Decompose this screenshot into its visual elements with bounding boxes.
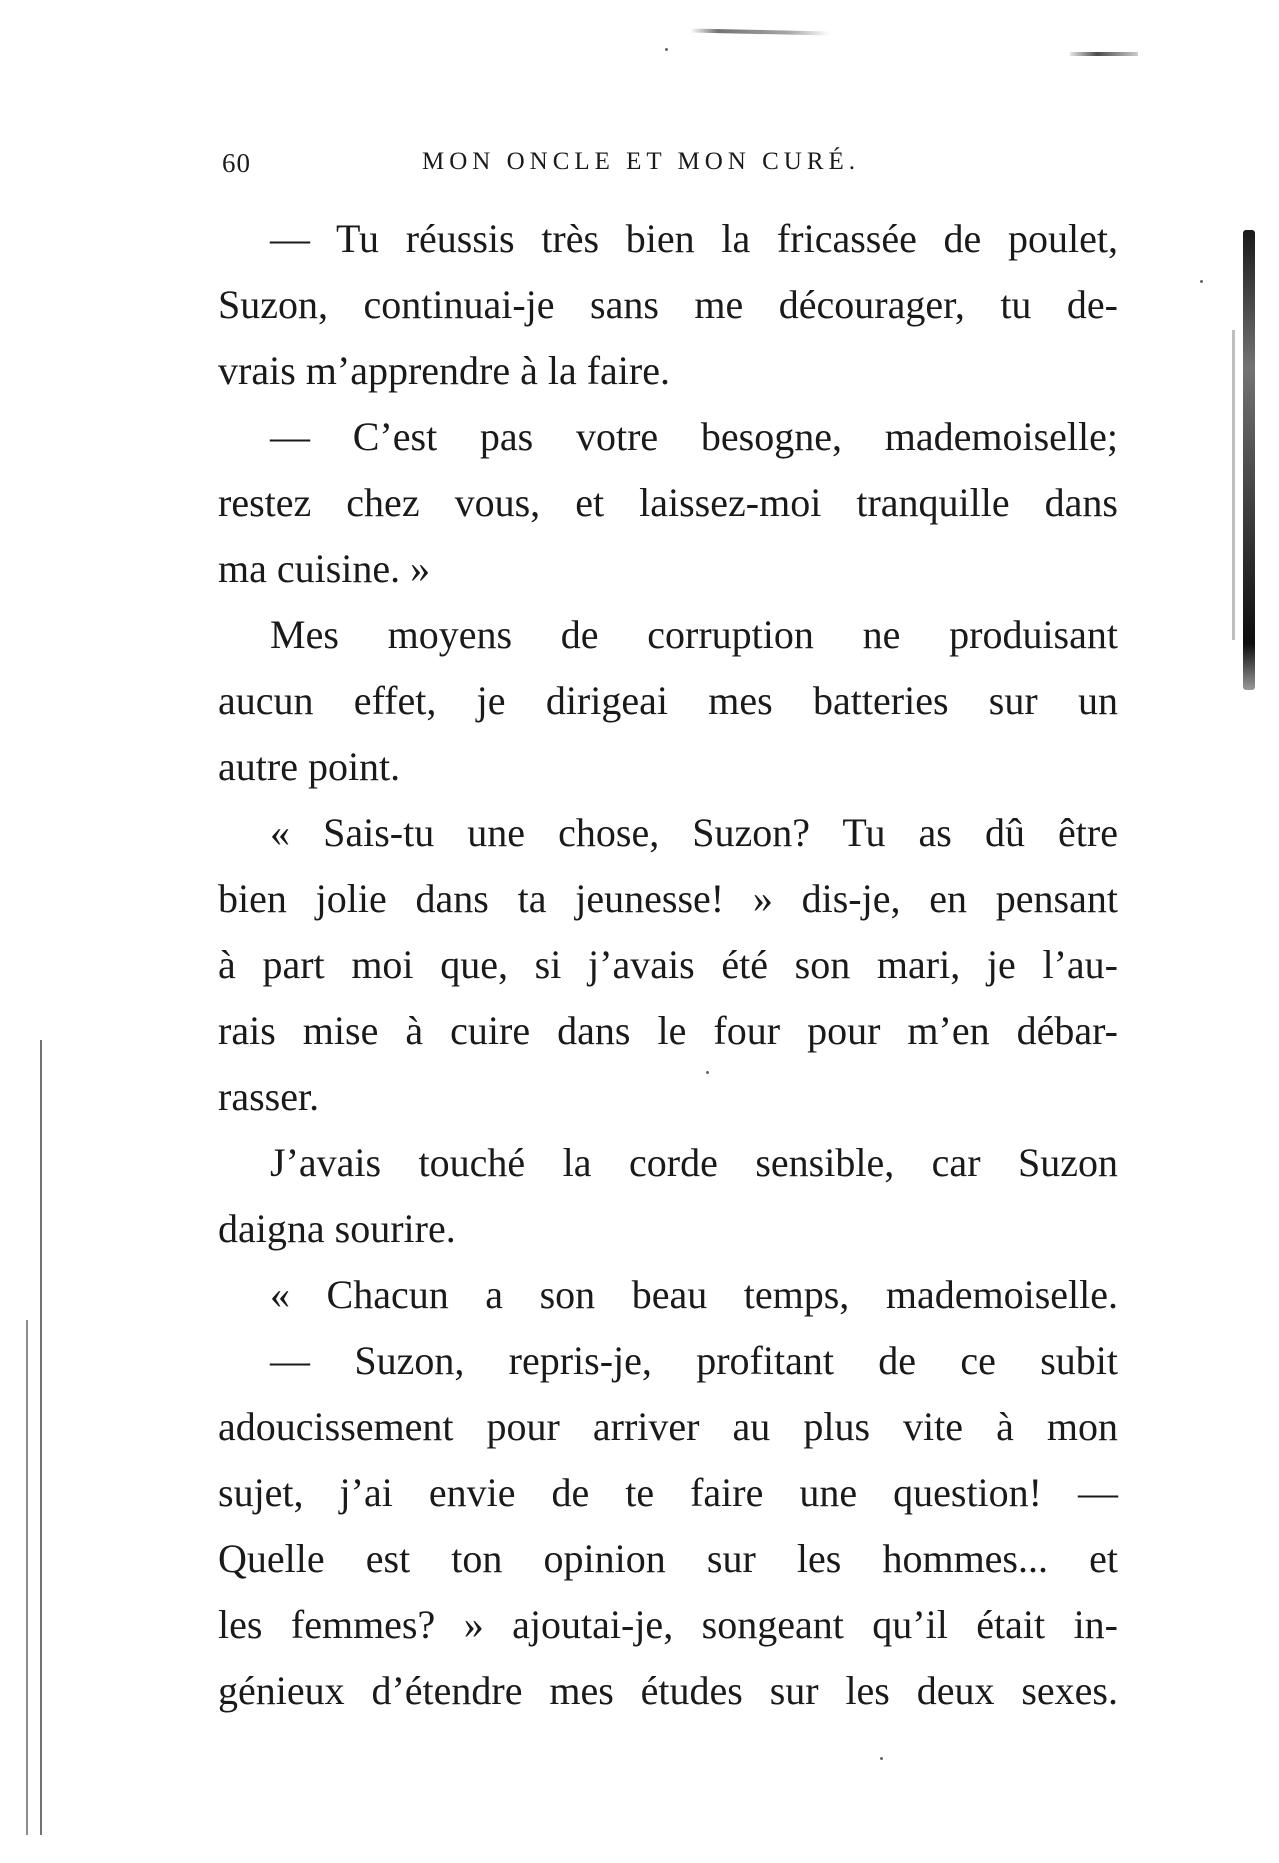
scan-smudge-top (690, 29, 830, 36)
text-line: « Chacun a son beau temps, mademoiselle. (270, 1272, 1118, 1317)
running-title: MON ONCLE ET MON CURÉ. (422, 148, 861, 175)
text-line: Mes moyens de corruption ne produisant (270, 612, 1118, 657)
text-line: J’avais touché la corde sensible, car Suzon (270, 1140, 1118, 1185)
text-line: bien jolie dans ta jeunesse! » dis-je, en pensant (218, 876, 1118, 921)
text-line: rais mise à cuire dans le four pour m’en débar- (218, 1008, 1118, 1053)
text-line: les femmes? » ajoutai-je, songeant qu’il était in- (218, 1602, 1118, 1647)
binding-edge-shadow (1243, 230, 1255, 690)
text-line: Suzon, continuai-je sans me décourager, tu de- (218, 282, 1118, 327)
text-line: daigna sourire. (218, 1206, 456, 1251)
text-line: Quelle est ton opinion sur les hommes... et (218, 1536, 1118, 1581)
text-line: — C’est pas votre besogne, mademoiselle; (270, 414, 1118, 459)
binding-edge-faint (1232, 330, 1235, 640)
text-line: « Sais-tu une chose, Suzon? Tu as dû être (270, 810, 1118, 855)
text-line: — Suzon, repris-je, profitant de ce subit (270, 1338, 1118, 1383)
text-line: ma cuisine. » (218, 546, 431, 591)
text-line: à part moi que, si j’avais été son mari, je l’au- (218, 942, 1118, 987)
scan-smudge-top-right (1070, 52, 1138, 56)
scan-speck (1200, 280, 1203, 283)
left-margin-line (40, 1040, 42, 1835)
page-number: 60 (222, 148, 251, 178)
text-line: sujet, j’ai envie de te faire une question! — (218, 1470, 1118, 1515)
text-line: aucun effet, je dirigeai mes batteries sur un (218, 678, 1118, 723)
body-text (218, 206, 1118, 1724)
left-margin-line-2 (26, 1320, 28, 1835)
text-line: vrais m’apprendre à la faire. (218, 348, 670, 393)
text-line: rasser. (218, 1074, 320, 1119)
text-line: génieux d’étendre mes études sur les deux sexes. (218, 1668, 1118, 1713)
text-line: — Tu réussis très bien la fricassée de poulet, (270, 216, 1118, 261)
page-header (222, 148, 922, 188)
text-line: restez chez vous, et laissez-moi tranquille dans (218, 480, 1118, 525)
scan-speck (880, 1757, 883, 1760)
text-line: adoucissement pour arriver au plus vite à mon (218, 1404, 1118, 1449)
scan-speck (665, 48, 668, 51)
text-line: autre point. (218, 744, 401, 789)
